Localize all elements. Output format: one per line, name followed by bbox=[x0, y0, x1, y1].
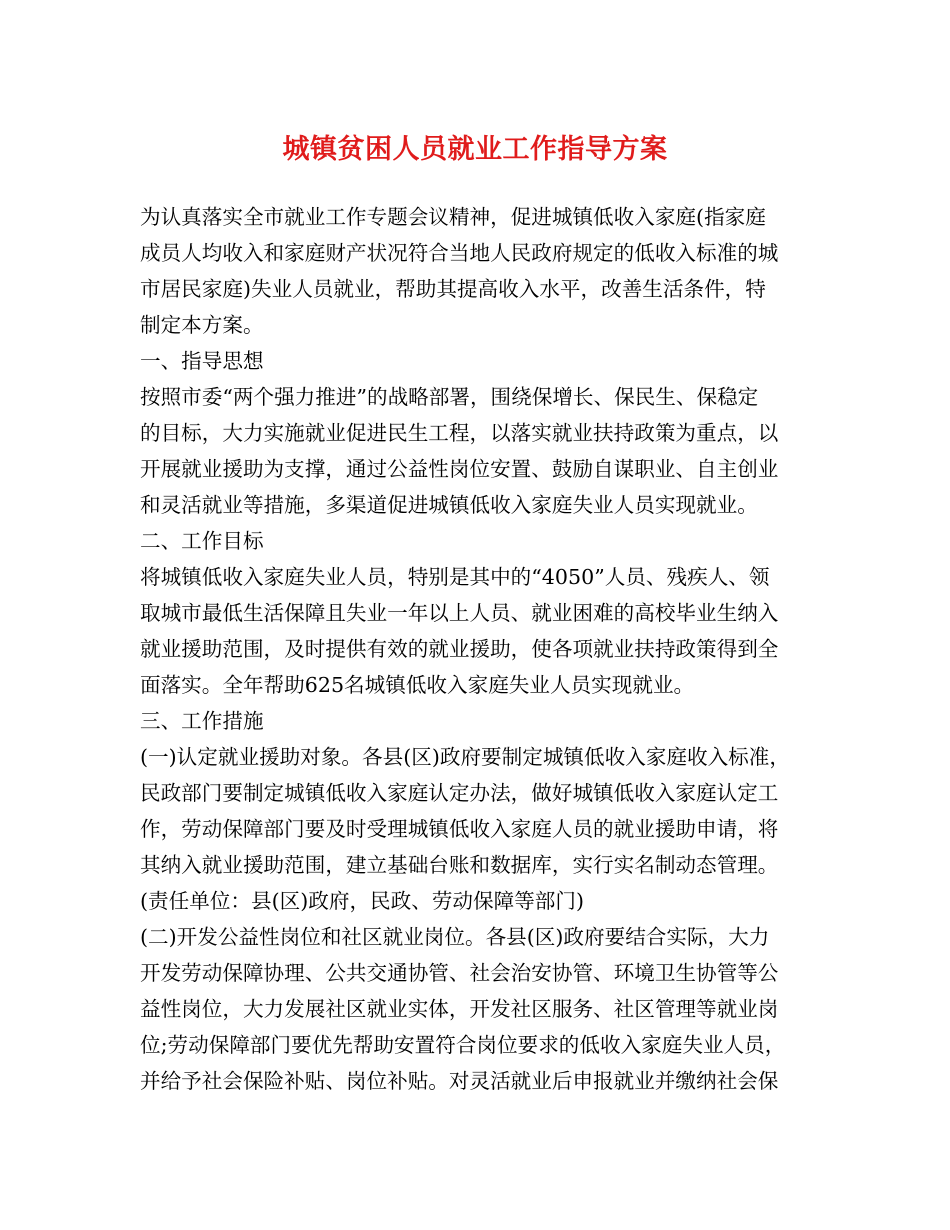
body-line: 并给予社会保险补贴、岗位补贴。对灵活就业后申报就业并缴纳社会保 bbox=[140, 1069, 779, 1093]
body-line: 成员人均收入和家庭财产状况符合当地人民政府规定的低收入标准的城 bbox=[140, 241, 779, 265]
document-body bbox=[140, 199, 820, 1099]
body-line: 按照市委“两个强力推进”的战略部署，围绕保增长、保民生、保稳定 bbox=[140, 385, 759, 409]
body-line: 将城镇低收入家庭失业人员，特别是其中的“4050”人员、残疾人、领 bbox=[140, 565, 770, 589]
body-line: (一)认定就业援助对象。各县(区)政府要制定城镇低收入家庭收入标准， bbox=[140, 745, 790, 769]
body-line: (责任单位：县(区)政府，民政、劳动保障等部门) bbox=[140, 889, 585, 913]
body-line: 益性岗位，大力发展社区就业实体，开发社区服务、社区管理等就业岗 bbox=[140, 997, 779, 1021]
body-line: 位;劳动保障部门要优先帮助安置符合岗位要求的低收入家庭失业人员， bbox=[140, 1033, 786, 1057]
body-line: 市居民家庭)失业人员就业，帮助其提高收入水平，改善生活条件，特 bbox=[140, 277, 766, 301]
body-line: 面落实。全年帮助625名城镇低收入家庭失业人员实现就业。 bbox=[140, 673, 695, 697]
body-line: 二、工作目标 bbox=[140, 529, 264, 553]
document-title: 城镇贫困人员就业工作指导方案 bbox=[282, 134, 668, 165]
body-line: (二)开发公益性岗位和社区就业岗位。各县(区)政府要结合实际，大力 bbox=[140, 925, 770, 949]
body-line: 三、工作措施 bbox=[140, 709, 264, 733]
body-line: 的目标，大力实施就业促进民生工程，以落实就业扶持政策为重点，以 bbox=[140, 421, 779, 445]
body-line: 取城市最低生活保障且失业一年以上人员、就业困难的高校毕业生纳入 bbox=[140, 601, 779, 625]
body-line: 民政部门要制定城镇低收入家庭认定办法，做好城镇低收入家庭认定工 bbox=[140, 781, 779, 805]
body-line: 开展就业援助为支撑，通过公益性岗位安置、鼓励自谋职业、自主创业 bbox=[140, 457, 779, 481]
body-line: 作，劳动保障部门要及时受理城镇低收入家庭人员的就业援助申请，将 bbox=[140, 817, 779, 841]
body-line: 就业援助范围，及时提供有效的就业援助，使各项就业扶持政策得到全 bbox=[140, 637, 779, 661]
body-line: 开发劳动保障协理、公共交通协管、社会治安协管、环境卫生协管等公 bbox=[140, 961, 779, 985]
body-line: 和灵活就业等措施，多渠道促进城镇低收入家庭失业人员实现就业。 bbox=[140, 493, 758, 517]
body-line: 为认真落实全市就业工作专题会议精神，促进城镇低收入家庭(指家庭 bbox=[140, 205, 766, 229]
body-line: 其纳入就业援助范围，建立基础台账和数据库，实行实名制动态管理。 bbox=[140, 853, 779, 877]
body-line: 一、指导思想 bbox=[140, 349, 264, 373]
body-line: 制定本方案。 bbox=[140, 313, 264, 337]
